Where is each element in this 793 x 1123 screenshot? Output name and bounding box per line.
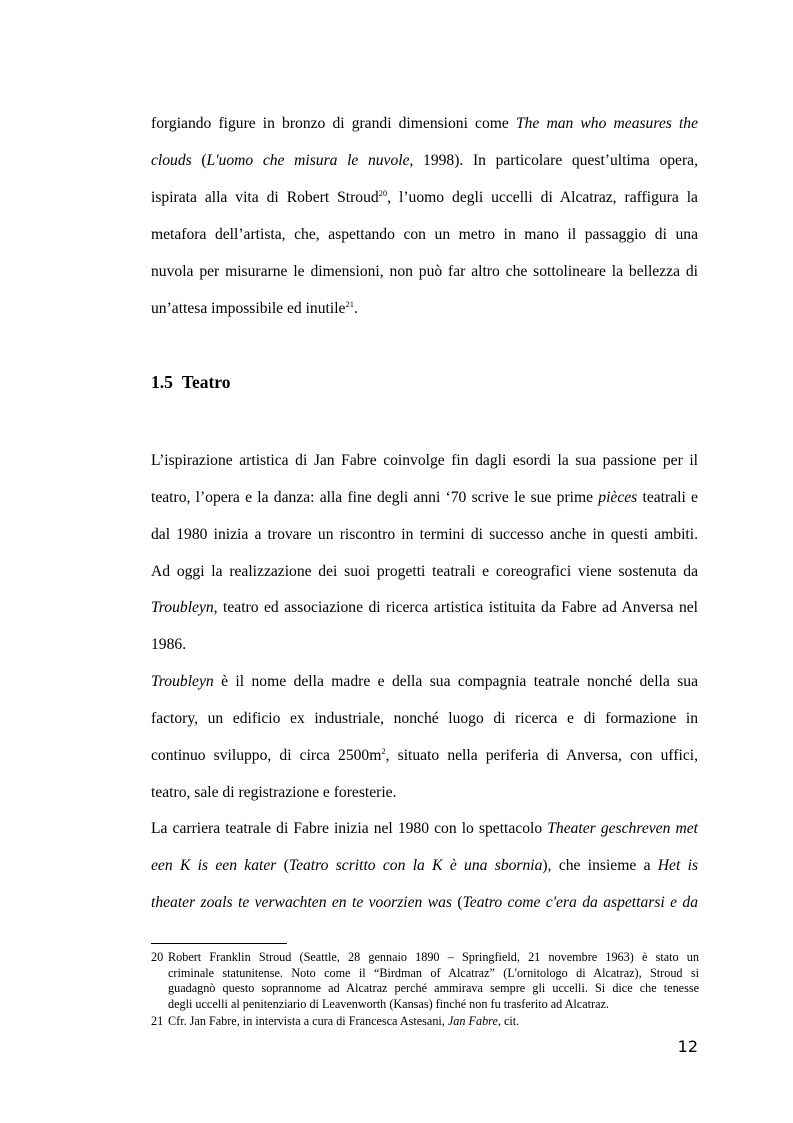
body-line: Troubleyn, teatro ed associazione di ricerca artistica istituita da Fabre ad Anversa nel bbox=[151, 599, 698, 616]
body-line: continuo sviluppo, di circa $2500m^2$, situato nella periferia di Anversa, con uffici, bbox=[151, 746, 699, 764]
footnote-ref: 20 bbox=[378, 188, 388, 198]
body-line: factory, un edificio ex industriale, nonché luogo di ricerca e di formazione in bbox=[151, 710, 698, 727]
footnote-line: Robert Franklin Stroud (Seattle, 28 gennaio 1890 – Springfield, 21 novembre 1963) è stato un bbox=[168, 950, 699, 964]
body-line: teatro, sale di registrazione e foresterie. bbox=[151, 784, 397, 801]
section-heading bbox=[151, 371, 231, 393]
body-line: un’attesa impossibile ed inutile$^{21}$. bbox=[151, 299, 358, 317]
body-line: Ad oggi la realizzazione dei suoi progetti teatrali e coreografici viene sostenuta da bbox=[151, 563, 698, 580]
footnote-number: 20 bbox=[151, 950, 164, 964]
body-line: een K is een kater (Teatro scritto con la K è una sbornia), che insieme a Het is bbox=[151, 857, 699, 874]
body-line: La carriera teatrale di Fabre inizia nel 1980 con lo spettacolo Theater geschreven met bbox=[151, 820, 698, 837]
section-number: 1.5 bbox=[151, 372, 173, 392]
footnote: 21 Cfr. Jan Fabre, in intervista a cura di Francesca Astesani, Jan Fabre, cit. bbox=[151, 1014, 520, 1028]
body-line: clouds (L'uomo che misura le nuvole, 1998). In particolare quest’ultima opera, bbox=[151, 152, 698, 169]
footnote-line: degli uccelli al penitenziario di Leavenworth (Kansas) finché non fu trasferito ad Alcatraz. bbox=[168, 996, 609, 1011]
body-line: teatro, l’opera e la danza: alla fine degli anni ‘70 scrive le sue prime pièces teatrali e bbox=[151, 489, 698, 506]
superscript: 2 bbox=[381, 746, 386, 756]
page-number: 12 bbox=[677, 1037, 698, 1056]
footnote-line: criminale statunitense. Noto come il “Birdman of Alcatraz” (L'ornitologo di Alcatraz), Stroud si bbox=[168, 965, 699, 980]
footnote-ref: 21 bbox=[345, 299, 354, 309]
section-title: Teatro bbox=[181, 372, 231, 392]
body-line: dal 1980 inizia a trovare un riscontro in termini di successo anche in questi ambiti. bbox=[151, 526, 698, 543]
body-line: nuvola per misurarne le dimensioni, non può far altro che sottolineare la bellezza di bbox=[151, 263, 698, 280]
footnote bbox=[151, 950, 699, 1012]
footnote-line: guadagnò questo soprannome ad Alcatraz perché ammirava sempre gli uccelli. Si dice che tenesse bbox=[168, 981, 699, 995]
body-line: L’ispirazione artistica di Jan Fabre coinvolge fin dagli esordi la sua passione per il bbox=[151, 452, 698, 469]
body-line: forgiando figure in bronzo di grandi dimensioni come The man who measures the bbox=[151, 115, 698, 132]
body-line: theater zoals te verwachten en te voorzien was (Teatro come c'era da aspettarsi e da bbox=[151, 894, 698, 911]
body-line: metafora dell’artista, che, aspettando con un metro in mano il passaggio di una bbox=[151, 226, 698, 243]
footnote-number: 21 bbox=[151, 1014, 164, 1028]
body-line: Troubleyn è il nome della madre e della sua compagnia teatrale nonché della sua bbox=[151, 673, 698, 690]
body-line: ispirata alla vita di Robert Stroud$^{20}$, l’uomo degli uccelli di Alcatraz, raffigura la bbox=[151, 188, 698, 206]
footnote-separator bbox=[151, 943, 287, 944]
body-line: 1986. bbox=[151, 636, 187, 653]
